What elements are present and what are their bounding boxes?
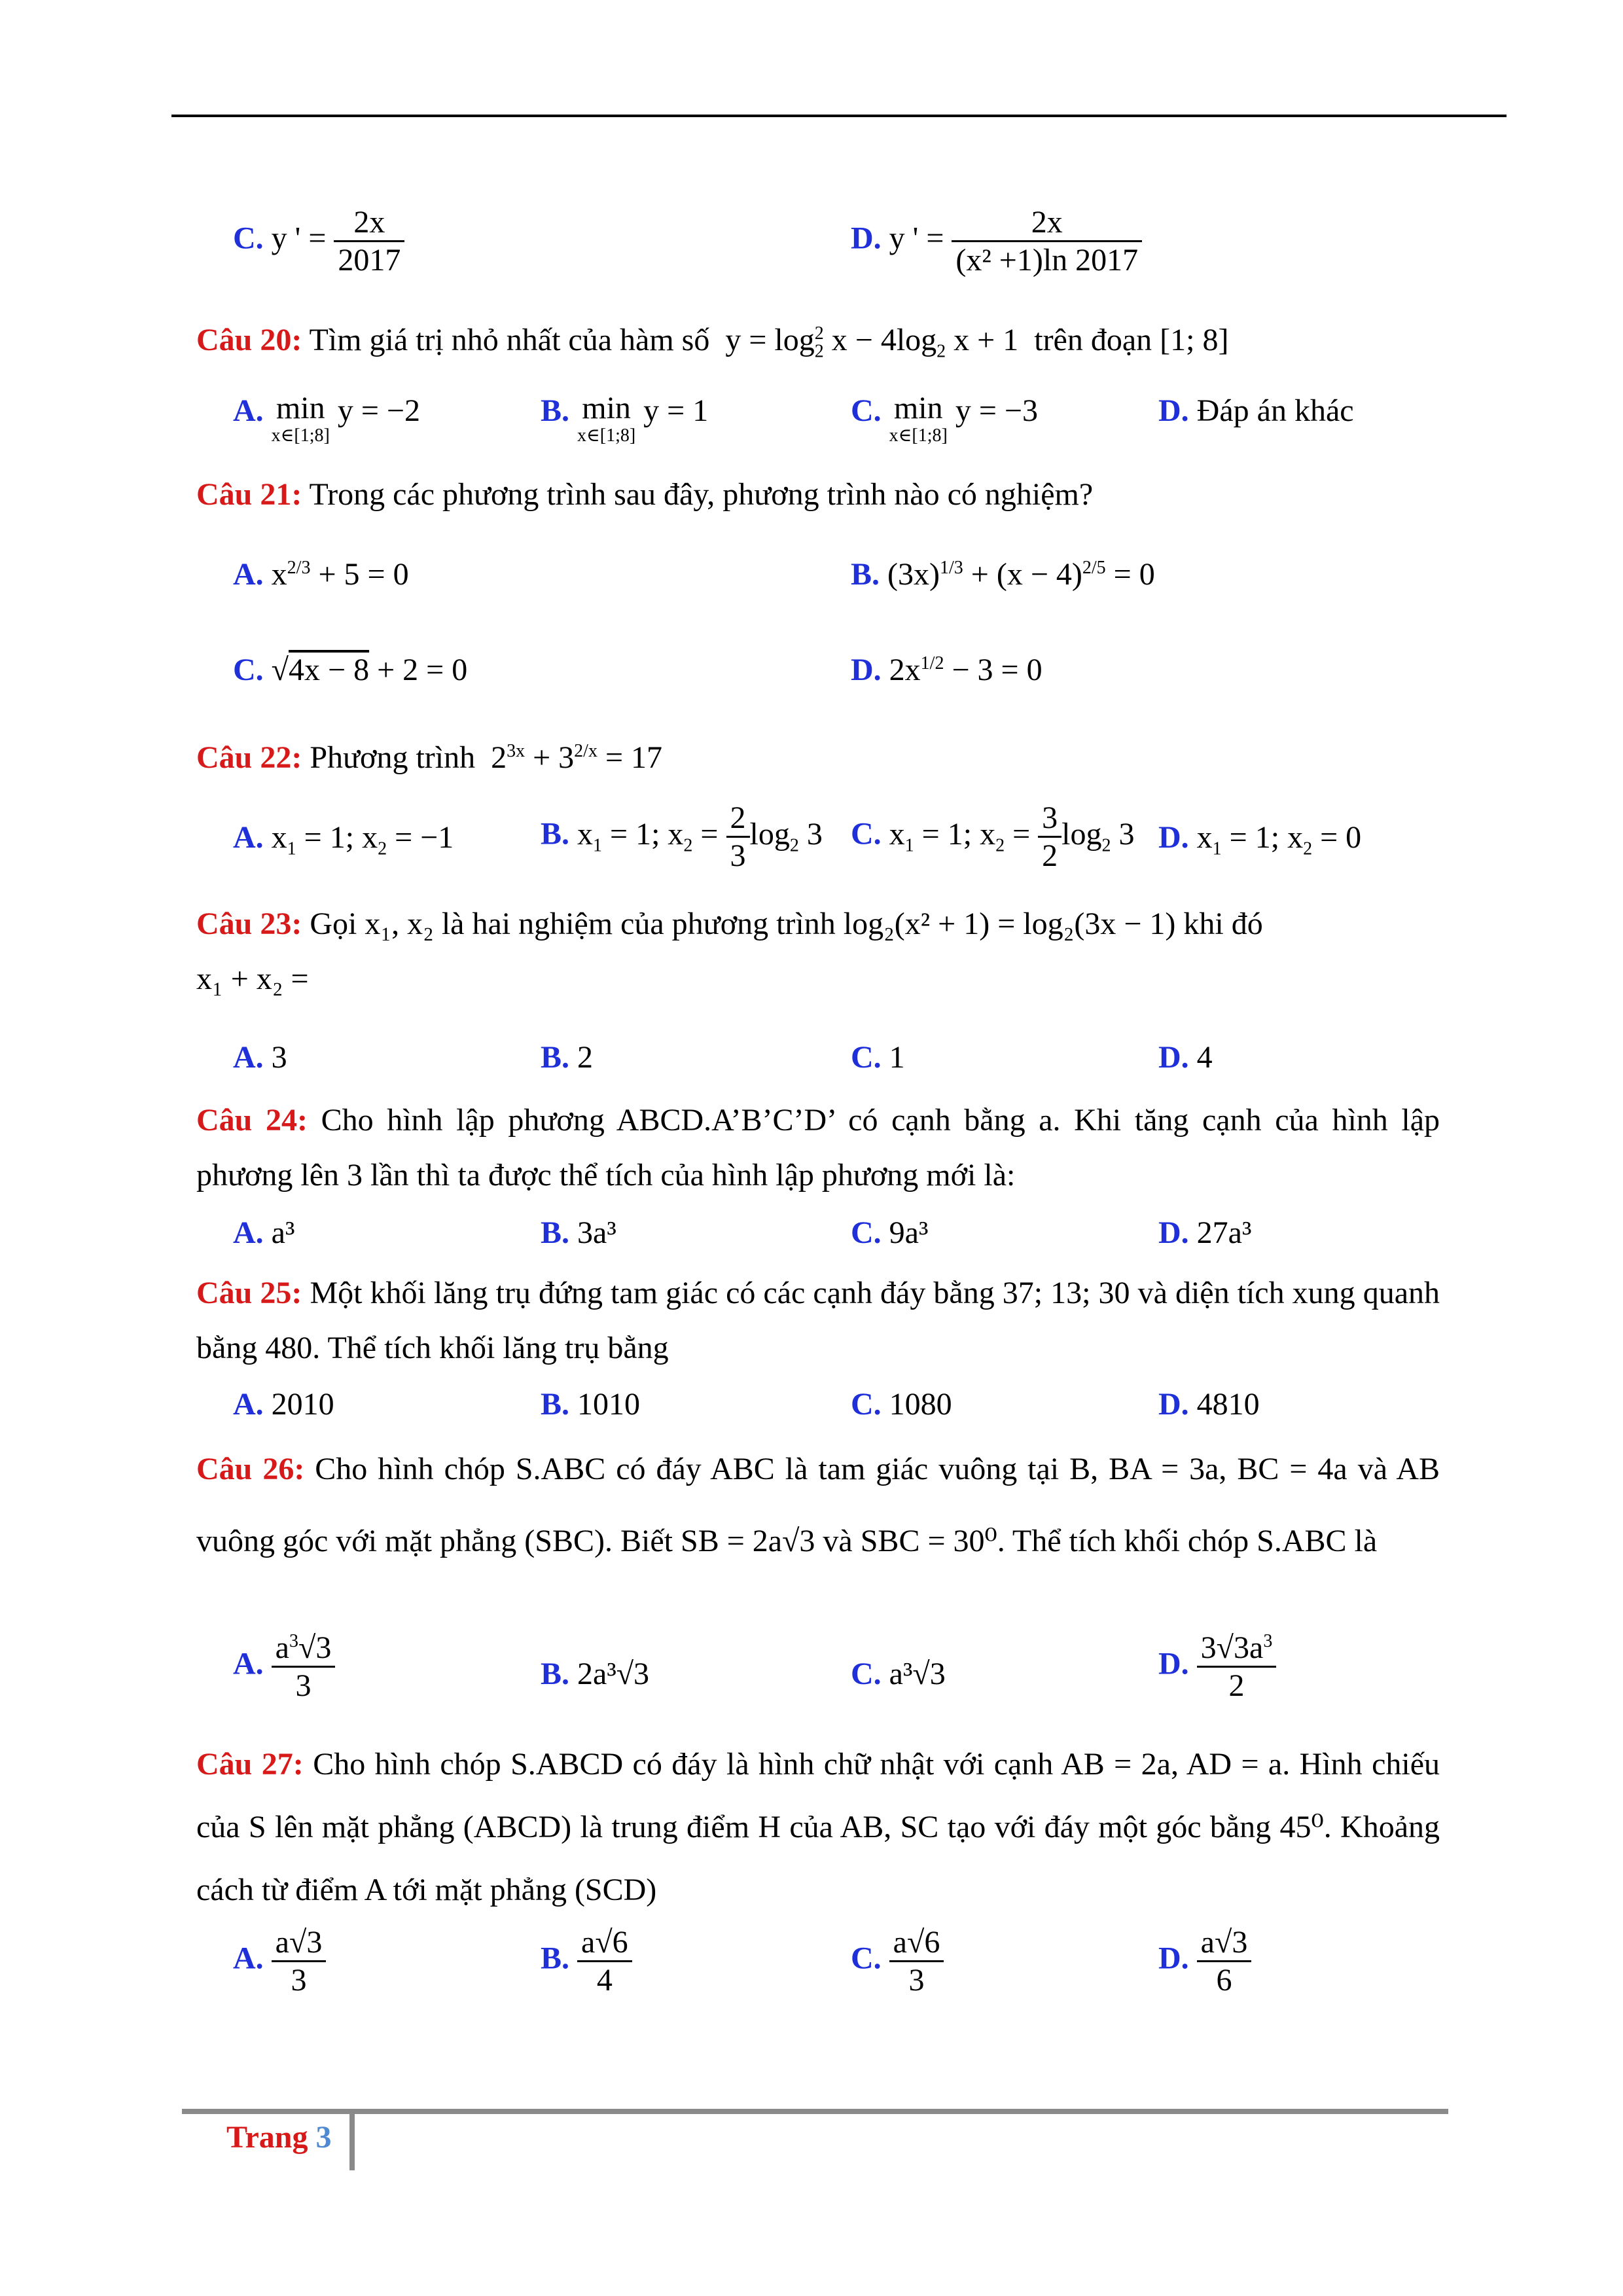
q20-option-c[interactable]: C. min x∈[1;8] y = −3 bbox=[851, 391, 1038, 446]
q27-stem: Câu 27: Cho hình chóp S.ABCD có đáy là hình chữ nhật với cạnh AB = 2a, AD = a. Hình chiếu của S lên mặt phẳng (ABCD) là trung điểm H của AB, SC tạo với đáy một góc bằng 45⁰. Khoảng cách từ điểm A tới mặt phẳng (SCD) bbox=[196, 1747, 1440, 1907]
q20-option-b[interactable]: B. min x∈[1;8] y = 1 bbox=[541, 391, 709, 446]
q19-c-fraction: $\frac{2x}{2017}$ bbox=[334, 204, 404, 278]
q20-option-d[interactable]: D. Đáp án khác bbox=[1158, 393, 1354, 428]
q20-stem: Câu 20: Tìm giá trị nhỏ nhất của hàm số $y = \log_2^2 x - 4\log_2$ x + 1 trên đoạn [1; 8] bbox=[196, 323, 1229, 362]
q26-option-b[interactable]: B. 2a³√3 bbox=[541, 1657, 650, 1691]
q27-option-c[interactable]: C. $\frac{a√6}{3}$ bbox=[851, 1924, 944, 1998]
q25-option-d[interactable]: D. 4810 bbox=[1158, 1387, 1260, 1422]
q26-option-a[interactable]: A. $\frac{a^3√3}{3}$ bbox=[233, 1630, 335, 1704]
q22-stem: Câu 22: Phương trình $2^{3x} + 3^{2/x} = 17$ bbox=[196, 740, 663, 775]
q21-option-c[interactable]: C. √4x − 8 + 2 = 0 bbox=[233, 653, 468, 687]
q25-stem: Câu 25: Một khối lăng trụ đứng tam giác có các cạnh đáy bằng 37; 13; 30 và diện tích xung quanh bằng 480. Thể tích khối lăng trụ bằng bbox=[196, 1276, 1440, 1365]
footer-divider bbox=[349, 2111, 355, 2170]
q21-option-a[interactable]: A. $x^{2/3} + 5 = 0$ bbox=[233, 557, 409, 592]
q27-option-d[interactable]: D. $\frac{a√3}{6}$ bbox=[1158, 1924, 1251, 1998]
header-rule bbox=[171, 115, 1507, 117]
q22-option-a[interactable]: A. $x_1 = 1$; $x_2 = -1$ bbox=[233, 820, 454, 859]
q24-option-a[interactable]: A. a³ bbox=[233, 1215, 295, 1250]
page-number: Trang 3 bbox=[226, 2120, 332, 2155]
q27-option-b[interactable]: B. $\frac{a√6}{4}$ bbox=[541, 1924, 632, 1998]
q24-option-d[interactable]: D. 27a³ bbox=[1158, 1215, 1252, 1250]
q21-stem: Câu 21: Trong các phương trình sau đây, phương trình nào có nghiệm? bbox=[196, 477, 1094, 512]
q26-option-c[interactable]: C. a³√3 bbox=[851, 1657, 946, 1691]
q23-option-b[interactable]: B. 2 bbox=[541, 1040, 594, 1075]
q21-option-d[interactable]: D. $2x^{1/2} - 3 = 0$ bbox=[851, 653, 1043, 687]
q23-stem: Câu 23: Gọi x₁, x₂ là hai nghiệm của phương trình log₂(x² + 1) = log₂(3x − 1) khi đó x₁ + x₂ = bbox=[196, 906, 1263, 996]
q24-stem: Câu 24: Cho hình lập phương ABCD.A’B’C’D’ có cạnh bằng a. Khi tăng cạnh của hình lập phương lên 3 lần thì ta được thể tích của hình lập phương mới là: bbox=[196, 1103, 1440, 1193]
q22-option-b[interactable]: B. $x_1 = 1$; $x_2$ = $\frac{2}{3}$ $\log_2 3$ bbox=[541, 800, 823, 874]
q27-option-a[interactable]: A. $\frac{a√3}{3}$ bbox=[233, 1924, 326, 1998]
q26-option-d[interactable]: D. $\frac{3√3a^3}{2}$ bbox=[1158, 1630, 1276, 1704]
q25-option-c[interactable]: C. 1080 bbox=[851, 1387, 952, 1422]
q24-option-c[interactable]: C. 9a³ bbox=[851, 1215, 929, 1250]
footer-rule bbox=[182, 2109, 1448, 2114]
q21-option-b[interactable]: B. $(3x)^{1/3} + (x - 4)^{2/5} = 0$ bbox=[851, 557, 1155, 592]
q19-option-d[interactable]: D. y ' = $\frac{2x}{\text{(x² +1)ln 2017}}$ bbox=[851, 204, 1142, 278]
q19-d-fraction: $\frac{2x}{\text{(x² +1)ln 2017}}$ bbox=[952, 204, 1142, 278]
q24-option-b[interactable]: B. 3a³ bbox=[541, 1215, 616, 1250]
q22-option-c[interactable]: C. $x_1 = 1$; $x_2$ = $\frac{3}{2}$ $\log_2 3$ bbox=[851, 800, 1135, 874]
q25-option-b[interactable]: B. 1010 bbox=[541, 1387, 641, 1422]
q26-stem: Câu 26: Cho hình chóp S.ABC có đáy ABC là tam giác vuông tại B, BA = 3a, BC = 4a và AB vuông góc với mặt phẳng (SBC). Biết SB = 2a√3 và SBC = 30⁰. Thể tích khối chóp S.ABC là bbox=[196, 1452, 1440, 1558]
q19-option-c[interactable]: C. y ' = $\frac{2x}{2017}$ bbox=[233, 204, 404, 278]
q20-option-a[interactable]: A. min x∈[1;8] y = −2 bbox=[233, 391, 420, 446]
q23-option-c[interactable]: C. 1 bbox=[851, 1040, 905, 1075]
q25-option-a[interactable]: A. 2010 bbox=[233, 1387, 334, 1422]
q23-option-a[interactable]: A. 3 bbox=[233, 1040, 287, 1075]
q22-option-d[interactable]: D. $x_1 = 1$; $x_2 = 0$ bbox=[1158, 820, 1362, 859]
q23-option-d[interactable]: D. 4 bbox=[1158, 1040, 1213, 1075]
